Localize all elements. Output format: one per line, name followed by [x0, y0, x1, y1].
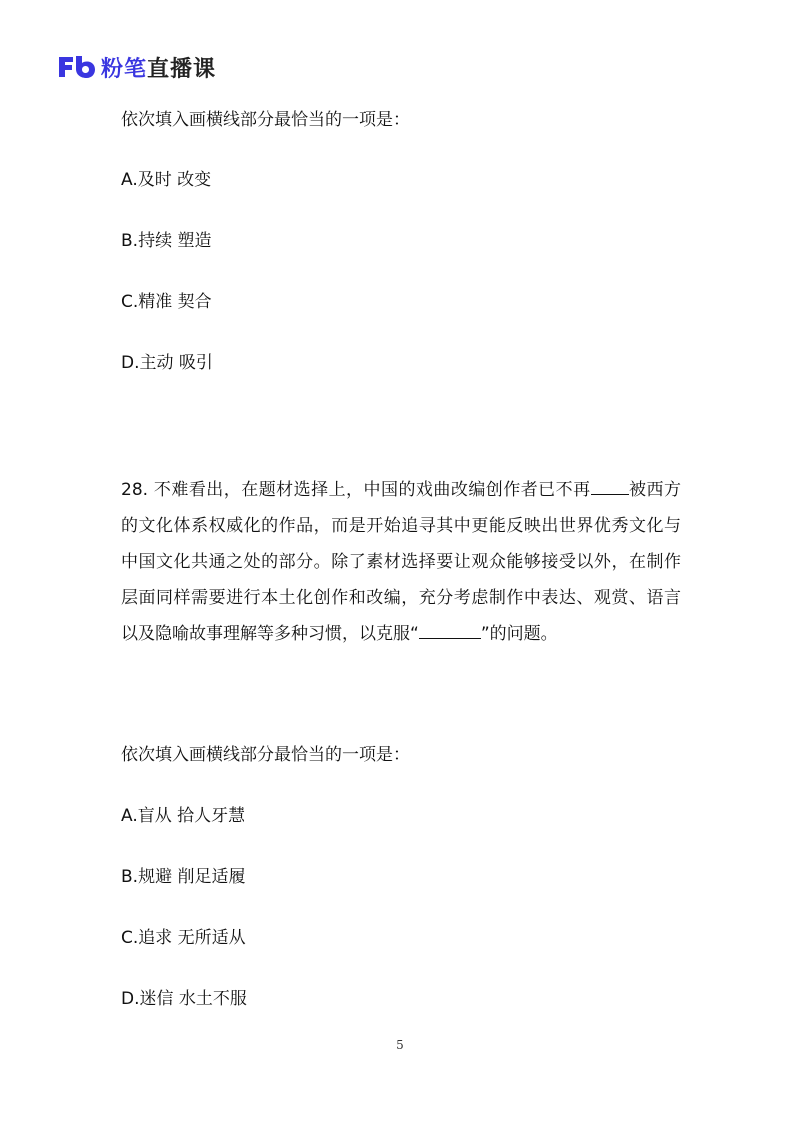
q28-stem-part2: 被西方的文化体系权威化的作品，而是开始追寻其中更能反映出世界优秀文化与中国文化共通之处的部分。除了素材选择要让观众能够接受以外，在制作层面同样需要进行本土化创作和改编，充分考虑制作中表达、观赏、语言以及隐喻故事理解等多种习惯，以克服“	[121, 480, 681, 644]
fenbi-logo-mark	[57, 50, 97, 84]
q27-prompt: 依次填入画横线部分最恰当的一项是：	[121, 110, 410, 130]
q28-stem	[121, 472, 681, 652]
q28-option-b: B.规避 削足适履	[121, 867, 246, 887]
q28-prompt: 依次填入画横线部分最恰当的一项是：	[121, 745, 410, 765]
q27-option-a: A.及时 改变	[121, 170, 212, 190]
logo-suffix: 直播课	[147, 56, 217, 82]
q28-option-a: A.盲从 拾人牙慧	[121, 806, 246, 826]
logo-brand: 粉笔	[101, 56, 148, 82]
q28-blank-1	[591, 494, 629, 495]
q28-stem-part3: ”的问题。	[480, 624, 558, 644]
q27-option-c: C.精准 契合	[121, 292, 212, 312]
logo-text	[101, 52, 216, 83]
q28-option-c: C.追求 无所适从	[121, 928, 246, 948]
page-number: 5	[396, 1038, 404, 1052]
q28-stem-part1: 28. 不难看出，在题材选择上，中国的戏曲改编创作者已不再	[121, 480, 591, 500]
q27-option-d: D.主动 吸引	[121, 353, 213, 373]
q27-option-b: B.持续 塑造	[121, 231, 212, 251]
fenbi-logo	[57, 50, 216, 84]
q28-option-d: D.迷信 水土不服	[121, 989, 247, 1009]
q28-blank-2	[419, 638, 481, 639]
